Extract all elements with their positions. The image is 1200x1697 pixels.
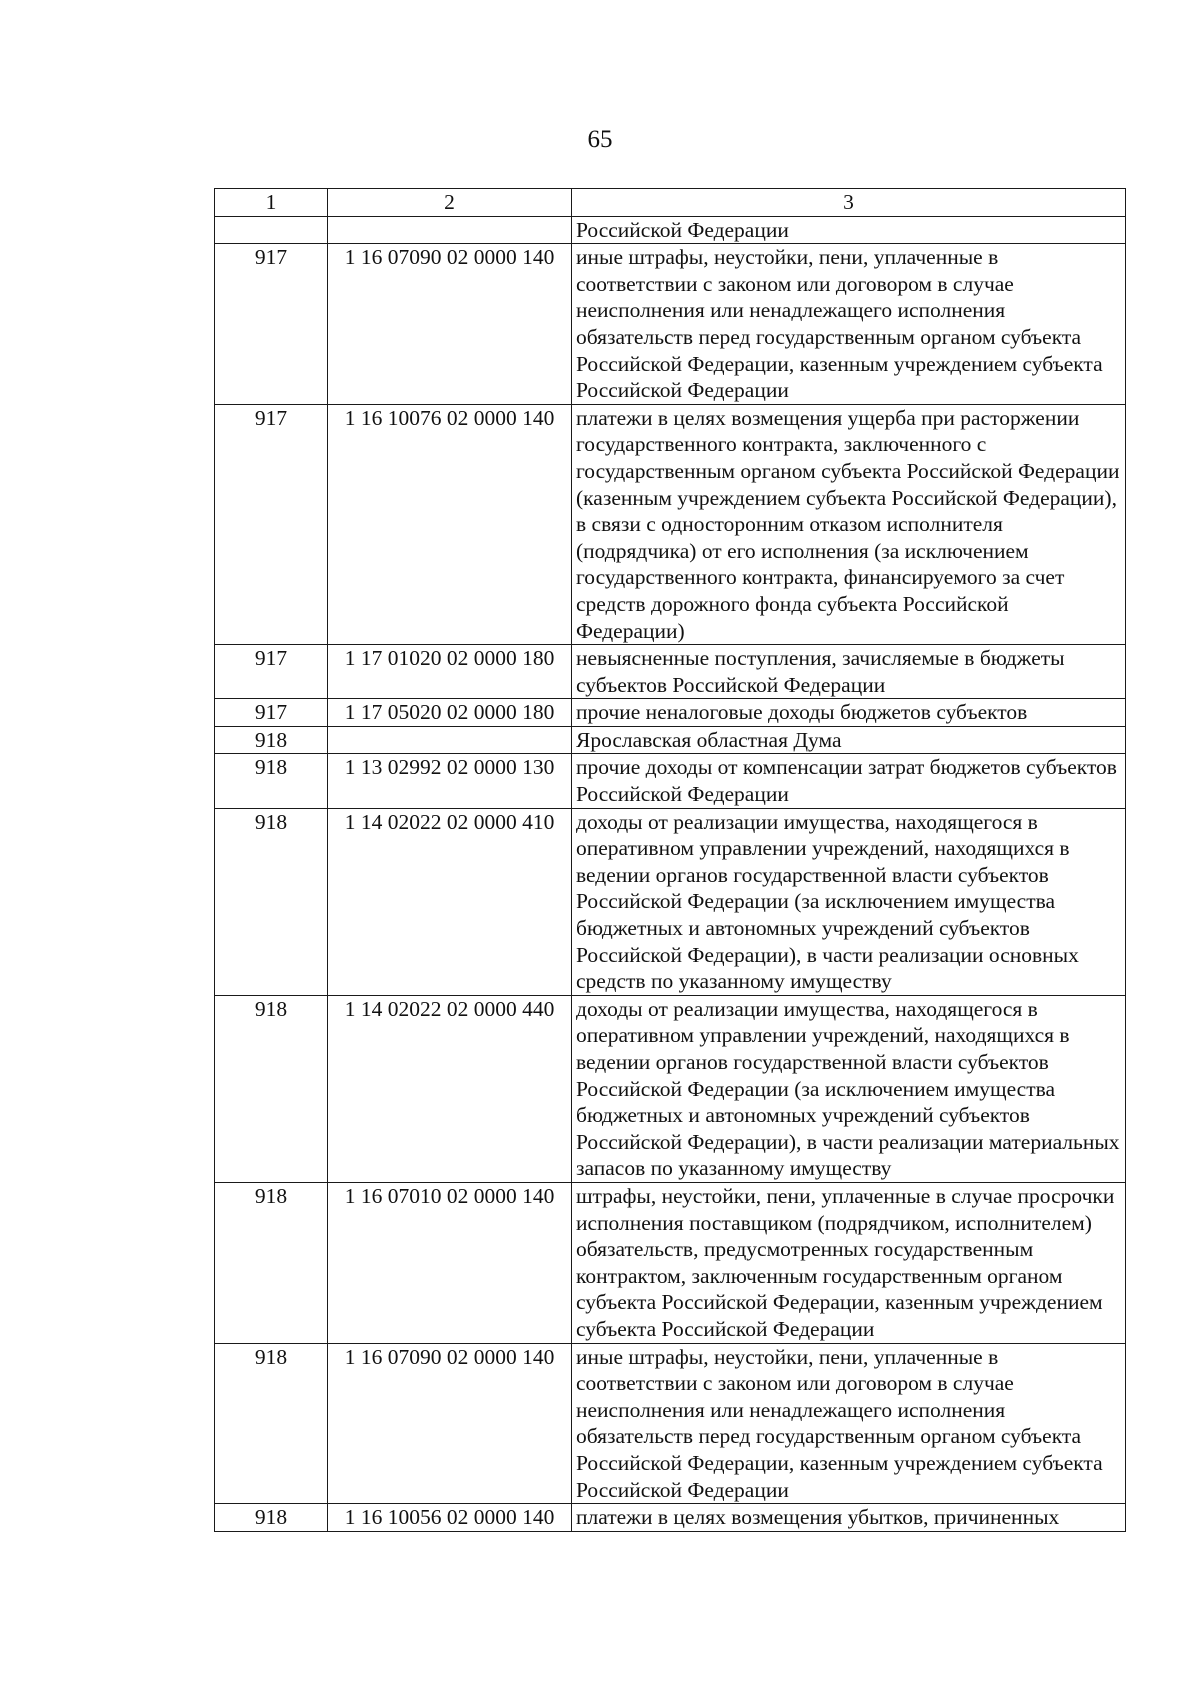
admin-code-cell: 917 xyxy=(215,645,328,699)
admin-code-cell: 917 xyxy=(215,244,328,405)
revenue-description-cell: иные штрафы, неустойки, пени, уплаченные в соответствии с законом или договором в случае неисполнения или ненадлежащего исполнения обязательств перед государственным органом субъекта Российской Федерации, казенным учреждением субъекта Российской Федерации xyxy=(572,244,1126,405)
budget-code-cell: 1 16 10076 02 0000 140 xyxy=(328,404,572,644)
revenue-description-cell: невыясненные поступления, зачисляемые в бюджеты субъектов Российской Федерации xyxy=(572,645,1126,699)
table-row xyxy=(215,995,1126,1182)
admin-code-cell: 918 xyxy=(215,754,328,808)
table-row xyxy=(215,1182,1126,1343)
table-row xyxy=(215,754,1126,808)
revenue-description-cell: прочие доходы от компенсации затрат бюджетов субъектов Российской Федерации xyxy=(572,754,1126,808)
budget-code-cell: 1 14 02022 02 0000 440 xyxy=(328,995,572,1182)
revenue-description-cell: платежи в целях возмещения убытков, причиненных xyxy=(572,1504,1126,1532)
revenue-description-cell: платежи в целях возмещения ущерба при расторжении государственного контракта, заключенного с государственным органом субъекта Российской Федерации (казенным учреждением субъекта Российской Федерации), в связи с односторонним отказом исполнителя (подрядчика) от его исполнения (за исключением государственного контракта, финансируемого за счет средств дорожного фонда субъекта Российской Федерации) xyxy=(572,404,1126,644)
table-row xyxy=(215,645,1126,699)
revenue-description-cell: Ярославская областная Дума xyxy=(572,726,1126,754)
budget-code-cell xyxy=(328,216,572,244)
table-row xyxy=(215,726,1126,754)
budget-code-cell: 1 16 07090 02 0000 140 xyxy=(328,1343,572,1504)
admin-code-cell: 918 xyxy=(215,726,328,754)
admin-code-cell: 918 xyxy=(215,808,328,995)
header-cell-3: 3 xyxy=(572,189,1126,217)
budget-code-cell: 1 17 05020 02 0000 180 xyxy=(328,699,572,727)
budget-code-cell xyxy=(328,726,572,754)
table-row xyxy=(215,244,1126,405)
table-row xyxy=(215,216,1126,244)
table-header-row xyxy=(215,189,1126,217)
budget-code-cell: 1 14 02022 02 0000 410 xyxy=(328,808,572,995)
admin-code-cell: 917 xyxy=(215,699,328,727)
admin-code-cell: 918 xyxy=(215,1182,328,1343)
header-cell-2: 2 xyxy=(328,189,572,217)
revenue-description-cell: прочие неналоговые доходы бюджетов субъектов xyxy=(572,699,1126,727)
admin-code-cell: 918 xyxy=(215,995,328,1182)
revenue-description-cell: Российской Федерации xyxy=(572,216,1126,244)
admin-code-cell: 917 xyxy=(215,404,328,644)
revenue-description-cell: доходы от реализации имущества, находящегося в оперативном управлении учреждений, находящихся в ведении органов государственной власти субъектов Российской Федерации (за исключением имущества бюджетных и автономных учреждений субъектов Российской Федерации), в части реализации основных средств по указанному имуществу xyxy=(572,808,1126,995)
table-row xyxy=(215,1504,1126,1532)
revenue-description-cell: иные штрафы, неустойки, пени, уплаченные в соответствии с законом или договором в случае неисполнения или ненадлежащего исполнения обязательств перед государственным органом субъекта Российской Федерации, казенным учреждением субъекта Российской Федерации xyxy=(572,1343,1126,1504)
page-number: 65 xyxy=(587,126,613,153)
table-body xyxy=(215,216,1126,1531)
revenue-description-cell: доходы от реализации имущества, находящегося в оперативном управлении учреждений, находящихся в ведении органов государственной власти субъектов Российской Федерации (за исключением имущества бюджетных и автономных учреждений субъектов Российской Федерации), в части реализации материальных запасов по указанному имуществу xyxy=(572,995,1126,1182)
budget-code-cell: 1 16 07010 02 0000 140 xyxy=(328,1182,572,1343)
budget-code-cell: 1 13 02992 02 0000 130 xyxy=(328,754,572,808)
budget-code-cell: 1 17 01020 02 0000 180 xyxy=(328,645,572,699)
budget-code-cell: 1 16 07090 02 0000 140 xyxy=(328,244,572,405)
revenue-codes-table xyxy=(214,188,1126,1532)
table-row xyxy=(215,404,1126,644)
revenue-description-cell: штрафы, неустойки, пени, уплаченные в случае просрочки исполнения поставщиком (подрядчиком, исполнителем) обязательств, предусмотренных государственным контрактом, заключенным государственным органом субъекта Российской Федерации, казенным учреждением субъекта Российской Федерации xyxy=(572,1182,1126,1343)
admin-code-cell xyxy=(215,216,328,244)
header-cell-1: 1 xyxy=(215,189,328,217)
table-row xyxy=(215,808,1126,995)
admin-code-cell: 918 xyxy=(215,1343,328,1504)
table-row xyxy=(215,1343,1126,1504)
admin-code-cell: 918 xyxy=(215,1504,328,1532)
table-row xyxy=(215,699,1126,727)
budget-code-cell: 1 16 10056 02 0000 140 xyxy=(328,1504,572,1532)
